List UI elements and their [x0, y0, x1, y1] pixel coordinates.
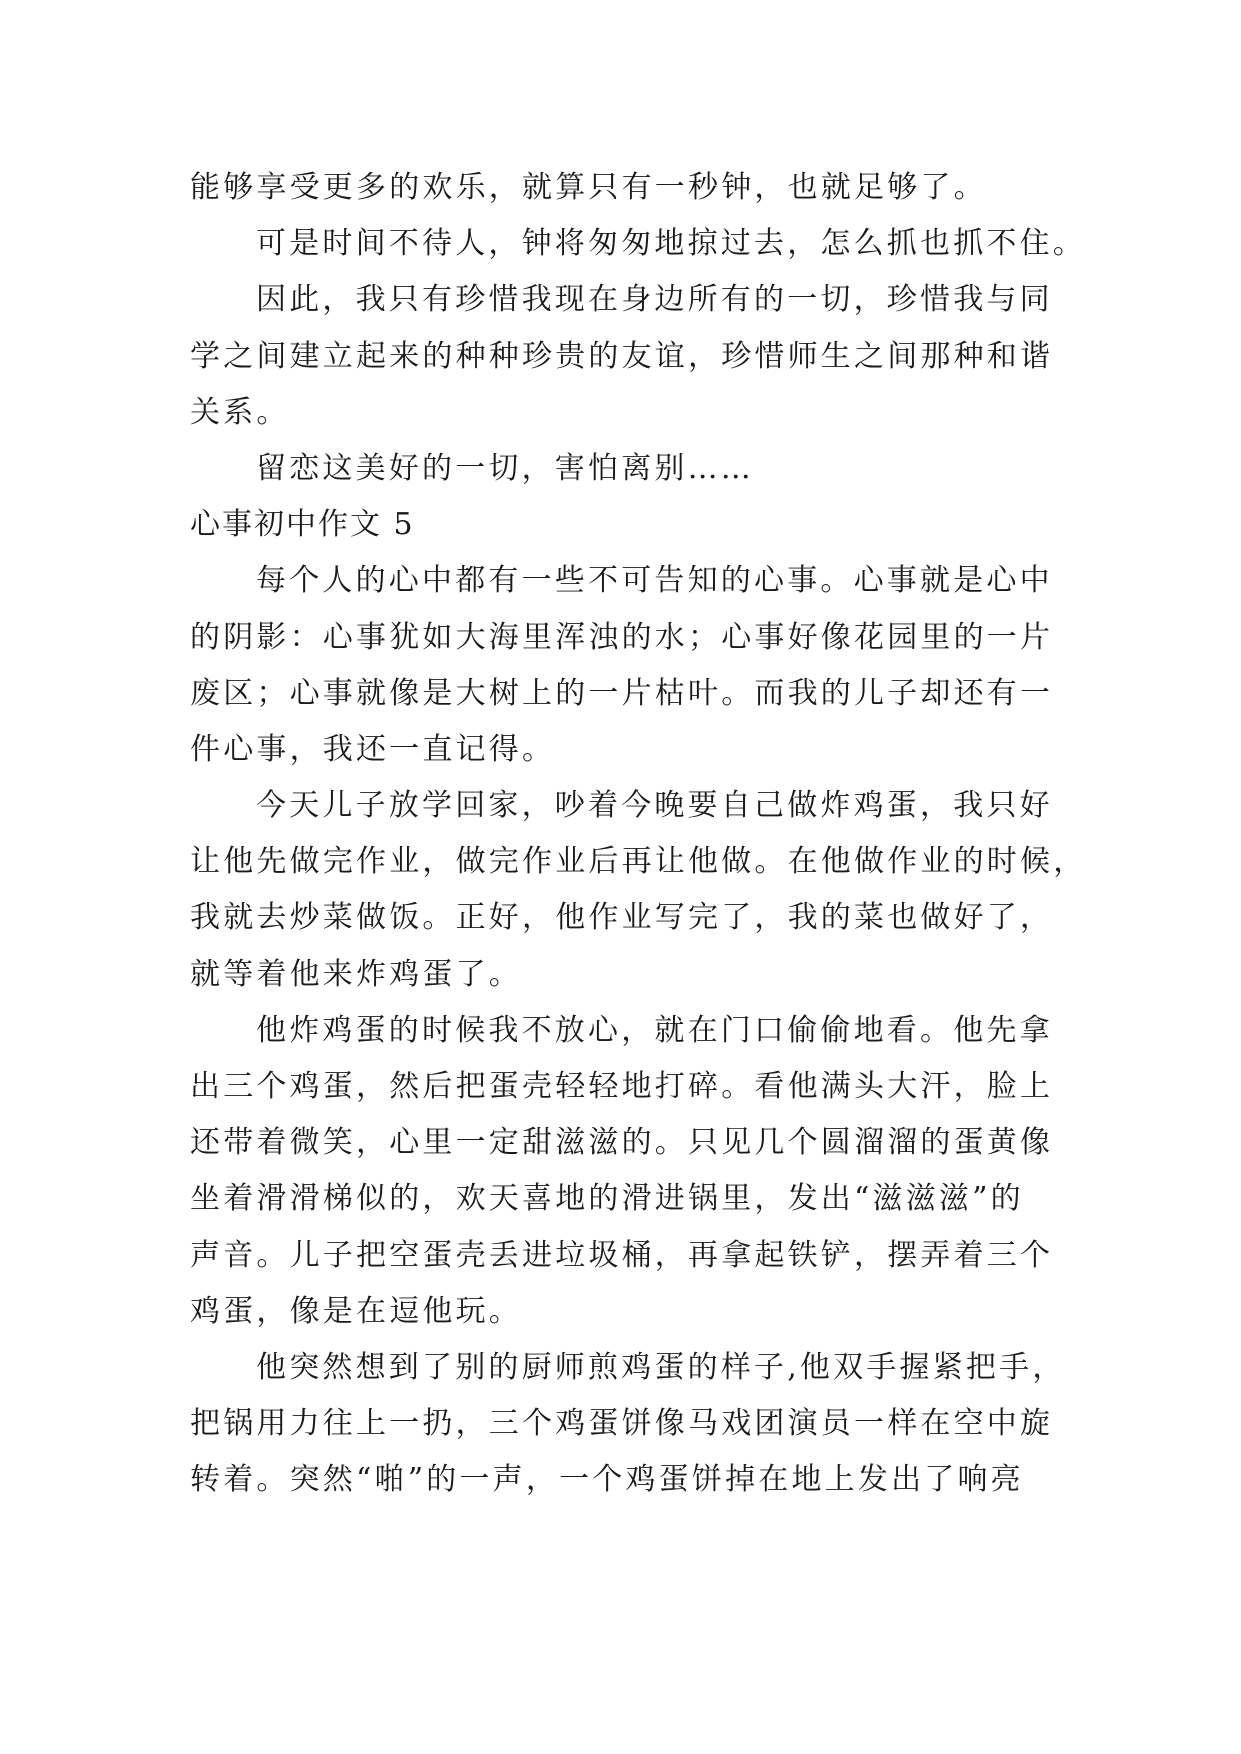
text-line: 件心事，我还一直记得。: [190, 731, 556, 767]
text-line: 留恋这美好的一切，害怕离别……: [256, 450, 754, 486]
section-heading: 心事初中作文 5: [190, 507, 415, 543]
text-line: 的阴影：心事犹如大海里浑浊的水；心事好像花园里的一片: [190, 619, 1054, 655]
text-line: 鸡蛋，像是在逗他玩。: [190, 1293, 522, 1329]
text-line: 废区；心事就像是大树上的一片枯叶。而我的儿子却还有一: [190, 675, 1054, 711]
document-body: [190, 160, 1087, 1509]
text-line: 学之间建立起来的种种珍贵的友谊，珍惜师生之间那种和谐: [190, 338, 1054, 374]
text-line: 坐着滑滑梯似的，欢天喜地的滑进锅里，发出“滋滋滋”的: [190, 1181, 1024, 1217]
text-line: 因此，我只有珍惜我现在身边所有的一切，珍惜我与同: [256, 282, 1053, 318]
text-line: 今天儿子放学回家，吵着今晚要自己做炸鸡蛋，我只好: [256, 788, 1053, 824]
text-line: 把锅用力往上一扔，三个鸡蛋饼像马戏团演员一样在空中旋: [190, 1406, 1054, 1442]
text-line: 我就去炒菜做饭。正好，他作业写完了，我的菜也做好了，: [190, 900, 1054, 936]
text-line: 关系。: [190, 394, 290, 430]
text-line: 他炸鸡蛋的时候我不放心，就在门口偷偷地看。他先拿: [256, 1012, 1053, 1048]
text-line: 每个人的心中都有一些不可告知的心事。心事就是心中: [256, 563, 1053, 599]
text-line: 他突然想到了别的厨师煎鸡蛋的样子,他双手握紧把手，: [256, 1349, 1066, 1385]
text-line: 出三个鸡蛋，然后把蛋壳轻轻地打碎。看他满头大汗，脸上: [190, 1069, 1054, 1104]
text-line: 让他先做完作业，做完作业后再让他做。在他做作业的时候，: [190, 844, 1087, 880]
text-line: 还带着微笑，心里一定甜滋滋的。只见几个圆溜溜的蛋黄像: [190, 1125, 1054, 1161]
text-line: 转着。突然“啪”的一声，一个鸡蛋饼掉在地上发出了响亮: [190, 1462, 1024, 1498]
text-line: 声音。儿子把空蛋壳丢进垃圾桶，再拿起铁铲，摆弄着三个: [190, 1237, 1054, 1273]
text-line: 可是时间不待人，钟将匆匆地掠过去，怎么抓也抓不住。: [256, 226, 1086, 262]
text-line: 就等着他来炸鸡蛋了。: [190, 956, 522, 992]
text-line: 能够享受更多的欢乐，就算只有一秒钟，也就足够了。: [190, 170, 987, 205]
